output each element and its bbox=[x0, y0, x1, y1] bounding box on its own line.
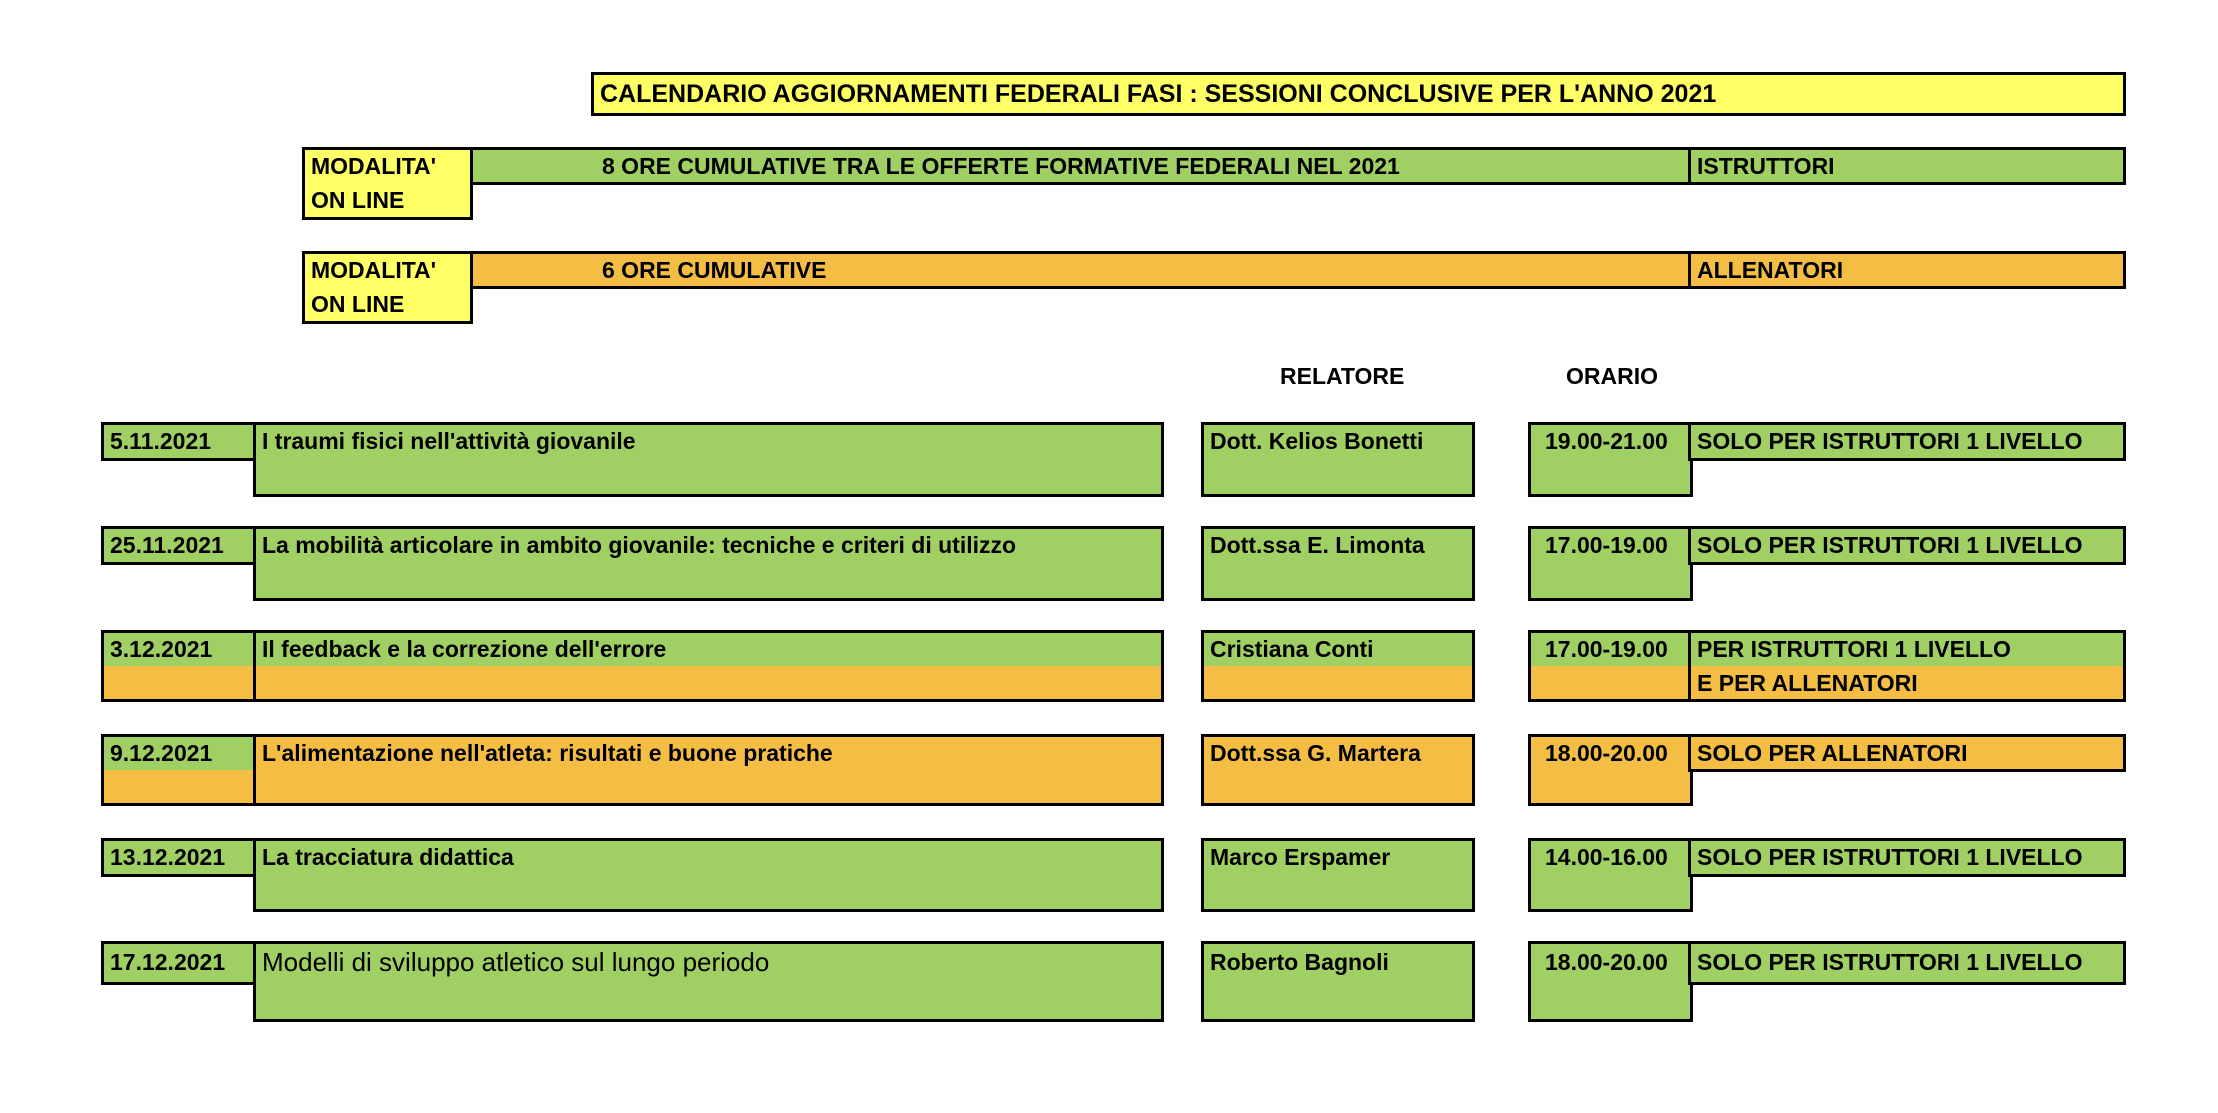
session-audience: SOLO PER ISTRUTTORI 1 LIVELLO bbox=[1697, 532, 2083, 558]
session-topic: La tracciatura didattica bbox=[262, 844, 514, 870]
session-speaker-box bbox=[1201, 630, 1475, 702]
mode-bar-allenatori bbox=[470, 251, 1691, 289]
session-topic: La mobilità articolare in ambito giovanile: tecniche e criteri di utilizzo bbox=[262, 532, 1017, 558]
session-topic: Il feedback e la correzione dell'errore bbox=[262, 636, 667, 662]
session-time: 17.00-19.00 bbox=[1545, 636, 1668, 662]
session-audience: SOLO PER ISTRUTTORI 1 LIVELLO bbox=[1697, 949, 2083, 975]
session-speaker: Dott. Kelios Bonetti bbox=[1210, 428, 1424, 454]
session-time-box bbox=[1528, 630, 1693, 702]
mode-label-box-2 bbox=[302, 251, 473, 324]
session-topic-box bbox=[253, 734, 1164, 806]
session-audience-box bbox=[1688, 838, 2126, 877]
session-audience: SOLO PER ISTRUTTORI 1 LIVELLO bbox=[1697, 428, 2083, 454]
session-topic-box bbox=[253, 422, 1164, 497]
header-time: ORARIO bbox=[1566, 363, 1658, 389]
mode-target-box bbox=[1688, 251, 2126, 289]
session-date-box bbox=[101, 838, 258, 877]
mode-target: ALLENATORI bbox=[1697, 257, 1844, 283]
page-title-box bbox=[591, 72, 2126, 116]
session-date-box bbox=[101, 630, 258, 702]
session-time-box bbox=[1528, 734, 1693, 806]
session-speaker: Marco Erspamer bbox=[1210, 844, 1391, 870]
session-speaker: Dott.ssa E. Limonta bbox=[1210, 532, 1425, 558]
mode-target: ISTRUTTORI bbox=[1697, 153, 1835, 179]
session-time-box bbox=[1528, 526, 1693, 601]
mode-label-line1: MODALITA' bbox=[311, 153, 437, 179]
session-topic: L'alimentazione nell'atleta: risultati e buone pratiche bbox=[262, 740, 833, 766]
mode-label-line2: ON LINE bbox=[311, 291, 405, 317]
session-speaker-box bbox=[1201, 526, 1475, 601]
session-time: 18.00-20.00 bbox=[1545, 740, 1668, 766]
session-speaker-box bbox=[1201, 941, 1475, 1022]
mode-label-line1: MODALITA' bbox=[311, 257, 437, 283]
session-date-box bbox=[101, 941, 258, 985]
session-date-box bbox=[101, 526, 258, 565]
session-date-box bbox=[101, 422, 258, 461]
session-date: 25.11.2021 bbox=[110, 532, 224, 558]
session-time: 14.00-16.00 bbox=[1545, 844, 1668, 870]
header-speaker: RELATORE bbox=[1280, 363, 1405, 389]
session-date: 13.12.2021 bbox=[110, 844, 226, 870]
session-time-box bbox=[1528, 838, 1693, 912]
session-topic: I traumi fisici nell'attività giovanile bbox=[262, 428, 636, 454]
session-speaker: Cristiana Conti bbox=[1210, 636, 1374, 662]
session-date: 5.11.2021 bbox=[110, 428, 212, 454]
session-speaker-box bbox=[1201, 734, 1475, 806]
session-time: 18.00-20.00 bbox=[1545, 949, 1668, 975]
session-audience-box bbox=[1688, 941, 2126, 985]
session-date: 9.12.2021 bbox=[110, 740, 213, 766]
session-audience-line2: E PER ALLENATORI bbox=[1697, 670, 1918, 696]
session-date: 17.12.2021 bbox=[110, 949, 226, 975]
session-audience-box bbox=[1688, 734, 2126, 772]
session-time-box bbox=[1528, 941, 1693, 1022]
session-speaker-box bbox=[1201, 422, 1475, 497]
session-topic-box bbox=[253, 630, 1164, 702]
mode-target-box bbox=[1688, 147, 2126, 185]
session-date: 3.12.2021 bbox=[110, 636, 213, 662]
mode-bar-istruttori bbox=[470, 147, 1691, 185]
session-time: 17.00-19.00 bbox=[1545, 532, 1668, 558]
session-topic-box bbox=[253, 838, 1164, 912]
mode-label-line2: ON LINE bbox=[311, 187, 405, 213]
session-topic-box bbox=[253, 526, 1164, 601]
session-audience: SOLO PER ALLENATORI bbox=[1697, 740, 1968, 766]
session-time: 19.00-21.00 bbox=[1545, 428, 1668, 454]
session-topic: Modelli di sviluppo atletico sul lungo periodo bbox=[262, 947, 770, 977]
session-speaker-box bbox=[1201, 838, 1475, 912]
session-audience-box bbox=[1688, 526, 2126, 565]
mode-label-box-1 bbox=[302, 147, 473, 220]
session-speaker: Dott.ssa G. Martera bbox=[1210, 740, 1421, 766]
mode-description: 8 ORE CUMULATIVE TRA LE OFFERTE FORMATIVE FEDERALI NEL 2021 bbox=[602, 153, 1400, 179]
session-audience-box bbox=[1688, 630, 2126, 702]
session-audience-box bbox=[1688, 422, 2126, 461]
session-audience: SOLO PER ISTRUTTORI 1 LIVELLO bbox=[1697, 844, 2083, 870]
session-speaker: Roberto Bagnoli bbox=[1210, 949, 1389, 975]
page-title: CALENDARIO AGGIORNAMENTI FEDERALI FASI : SESSIONI CONCLUSIVE PER L'ANNO 2021 bbox=[600, 80, 1717, 108]
session-audience: PER ISTRUTTORI 1 LIVELLO bbox=[1697, 636, 2011, 662]
session-time-box bbox=[1528, 422, 1693, 497]
session-topic-box bbox=[253, 941, 1164, 1022]
mode-description: 6 ORE CUMULATIVE bbox=[602, 257, 827, 283]
session-date-box bbox=[101, 734, 258, 806]
